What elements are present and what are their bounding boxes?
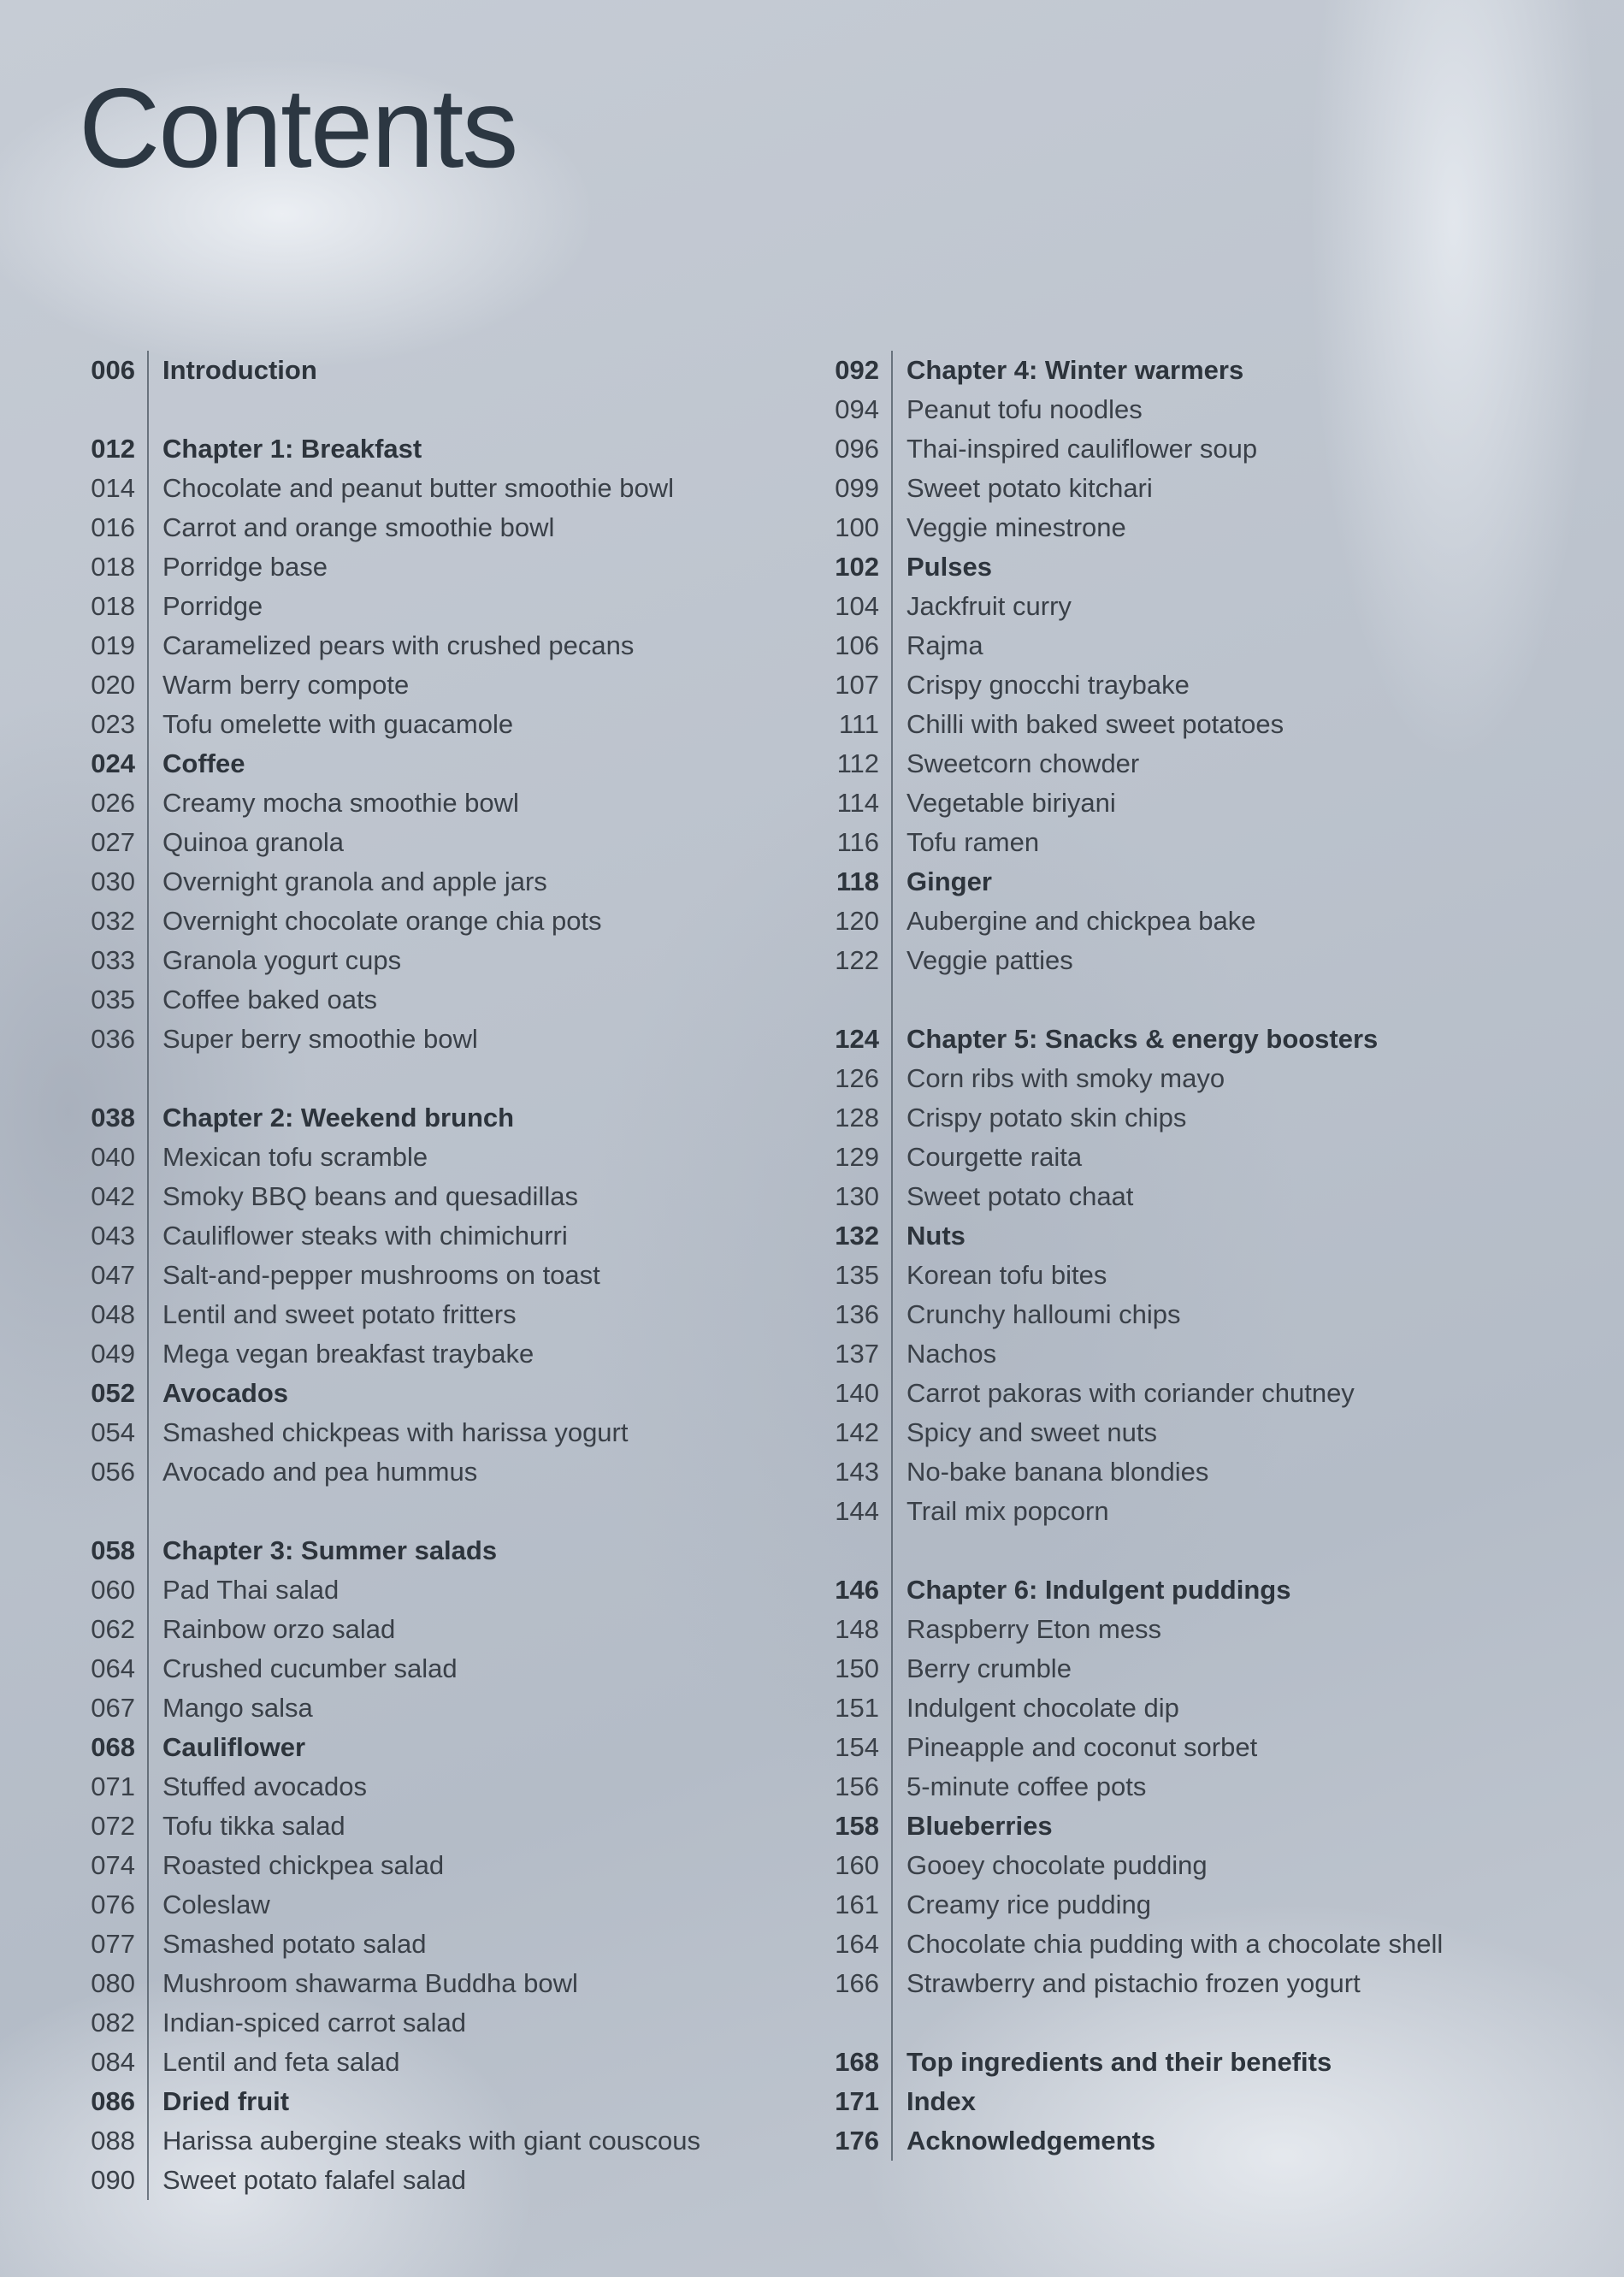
toc-entry — [823, 705, 1558, 744]
toc-entry-title: Super berry smoothie bowl — [162, 1024, 478, 1054]
toc-page-number: 126 — [835, 1063, 879, 1093]
toc-entry-title: Index — [906, 2086, 976, 2116]
toc-page-number: 168 — [835, 2047, 879, 2077]
toc-entry-title: Mushroom shawarma Buddha bowl — [162, 1968, 578, 1998]
toc-entry-title: Sweetcorn chowder — [906, 748, 1140, 778]
toc-entry — [823, 1452, 1558, 1492]
toc-entry-title: Creamy rice pudding — [906, 1890, 1152, 1919]
toc-entry — [823, 1925, 1558, 1964]
toc-page-number: 090 — [91, 2165, 135, 2195]
toc-heading-entry — [79, 351, 814, 390]
toc-entry — [79, 1413, 814, 1452]
toc-entry — [823, 1728, 1558, 1767]
toc-entry-title: Pad Thai salad — [162, 1575, 340, 1605]
toc-entry-title: Carrot pakoras with coriander chutney — [906, 1378, 1355, 1408]
toc-page-number: 080 — [91, 1968, 135, 1998]
toc-entry — [823, 1177, 1558, 1216]
toc-entry-title: Chocolate chia pudding with a chocolate shell — [906, 1929, 1444, 1959]
toc-entry — [823, 784, 1558, 823]
toc-entry-title: Lentil and feta salad — [162, 2047, 400, 2077]
toc-page-number: 116 — [836, 827, 879, 857]
toc-entry-title: Salt-and-pepper mushrooms on toast — [162, 1260, 600, 1290]
toc-entry — [823, 665, 1558, 705]
toc-page-number: 088 — [91, 2126, 135, 2156]
toc-entry — [79, 1610, 814, 1649]
toc-page-number: 094 — [835, 394, 879, 424]
toc-entry — [79, 1885, 814, 1925]
toc-page-number: 030 — [91, 866, 135, 896]
toc-entry-title: Chilli with baked sweet potatoes — [906, 709, 1284, 739]
toc-page-number: 016 — [91, 512, 135, 542]
toc-page-number: 019 — [91, 630, 135, 660]
toc-entry-title: Carrot and orange smoothie bowl — [162, 512, 555, 542]
toc-page-number: 111 — [838, 709, 879, 739]
toc-entry — [79, 823, 814, 862]
toc-entry-title: Dried fruit — [162, 2086, 290, 2116]
toc-page-number: 136 — [835, 1299, 879, 1329]
toc-entry-title: Courgette raita — [906, 1142, 1083, 1172]
toc-page-number: 161 — [835, 1890, 879, 1919]
toc-page-number: 124 — [835, 1024, 879, 1054]
toc-entry-title: Veggie patties — [906, 945, 1073, 975]
toc-page-number: 146 — [835, 1575, 879, 1605]
toc-heading-entry — [79, 1531, 814, 1570]
toc-entry — [823, 469, 1558, 508]
toc-entry — [823, 1964, 1558, 2003]
toc-page-number: 024 — [91, 748, 135, 778]
toc-entry — [79, 665, 814, 705]
toc-entry-title: Introduction — [162, 355, 317, 385]
toc-entry — [79, 2043, 814, 2082]
toc-page-number: 176 — [835, 2126, 879, 2156]
toc-entry — [79, 1295, 814, 1334]
toc-entry — [79, 980, 814, 1020]
toc-entry — [79, 1177, 814, 1216]
toc-heading-entry — [79, 1374, 814, 1413]
toc-page-number: 014 — [91, 473, 135, 503]
toc-page-number: 071 — [91, 1771, 135, 1801]
toc-entry — [79, 1216, 814, 1256]
toc-entry — [823, 1256, 1558, 1295]
toc-entry — [823, 508, 1558, 547]
toc-page-number: 137 — [835, 1339, 879, 1369]
toc-page-number: 064 — [91, 1653, 135, 1683]
toc-page-number: 129 — [835, 1142, 879, 1172]
toc-entry-title: Peanut tofu noodles — [906, 394, 1143, 424]
toc-entry — [823, 1138, 1558, 1177]
toc-page-number: 096 — [835, 434, 879, 464]
toc-page-number: 160 — [835, 1850, 879, 1880]
toc-entry-title: Rajma — [906, 630, 983, 660]
column-divider-right — [891, 351, 893, 2161]
toc-entry — [823, 1649, 1558, 1689]
toc-heading-entry — [823, 1570, 1558, 1610]
toc-page-number: 006 — [91, 355, 135, 385]
toc-entry-title: Caramelized pears with crushed pecans — [162, 630, 635, 660]
toc-page-number: 023 — [91, 709, 135, 739]
toc-spacer — [79, 1492, 814, 1531]
toc-page-number: 106 — [835, 630, 879, 660]
toc-page-number: 082 — [91, 2008, 135, 2037]
toc-page-number: 130 — [835, 1181, 879, 1211]
toc-entry-title: Sweet potato chaat — [906, 1181, 1134, 1211]
toc-entry-title: Tofu tikka salad — [162, 1811, 345, 1841]
toc-page-number: 048 — [91, 1299, 135, 1329]
toc-entry — [79, 784, 814, 823]
toc-page-number: 122 — [835, 945, 879, 975]
toc-page-number: 074 — [91, 1850, 135, 1880]
toc-entry — [79, 2003, 814, 2043]
toc-entry — [823, 1059, 1558, 1098]
toc-entry-title: Harissa aubergine steaks with giant couscous — [162, 2126, 700, 2156]
toc-entry — [79, 508, 814, 547]
toc-entry — [823, 429, 1558, 469]
toc-entry — [79, 902, 814, 941]
toc-entry — [79, 626, 814, 665]
toc-page-number: 032 — [91, 906, 135, 936]
toc-column-left — [79, 351, 814, 2200]
toc-entry-title: Creamy mocha smoothie bowl — [162, 788, 519, 818]
toc-entry-title: Rainbow orzo salad — [162, 1614, 396, 1644]
toc-page-number: 128 — [835, 1103, 879, 1133]
toc-entry-title: Chapter 6: Indulgent puddings — [906, 1575, 1291, 1605]
toc-page-number: 038 — [91, 1103, 135, 1133]
toc-page-number: 033 — [91, 945, 135, 975]
toc-entry-title: 5-minute coffee pots — [906, 1771, 1147, 1801]
toc-page-number: 060 — [91, 1575, 135, 1605]
toc-entry-title: Cauliflower steaks with chimichurri — [162, 1221, 568, 1251]
toc-spacer — [823, 1531, 1558, 1570]
toc-entry — [79, 2121, 814, 2161]
toc-page-number: 158 — [835, 1811, 879, 1841]
toc-entry-title: Crispy potato skin chips — [906, 1103, 1187, 1133]
toc-entry-title: Cauliflower — [162, 1732, 306, 1762]
toc-page-number: 164 — [835, 1929, 879, 1959]
toc-page-number: 114 — [836, 788, 879, 818]
toc-page-number: 054 — [91, 1417, 135, 1447]
toc-entry-title: Blueberries — [906, 1811, 1053, 1841]
toc-entry-title: Crushed cucumber salad — [162, 1653, 458, 1683]
toc-page-number: 118 — [836, 866, 879, 896]
toc-entry — [79, 587, 814, 626]
toc-spacer — [823, 2003, 1558, 2043]
toc-heading-entry — [823, 1807, 1558, 1846]
toc-entry — [79, 547, 814, 587]
toc-heading-entry — [79, 1098, 814, 1138]
toc-entry — [823, 1610, 1558, 1649]
toc-entry-title: Trail mix popcorn — [906, 1496, 1109, 1526]
toc-entry-title: Pineapple and coconut sorbet — [906, 1732, 1258, 1762]
toc-entry-title: Quinoa granola — [162, 827, 344, 857]
toc-entry — [823, 941, 1558, 980]
toc-entry-title: Aubergine and chickpea bake — [906, 906, 1256, 936]
toc-page-number: 018 — [91, 591, 135, 621]
toc-entry-title: Crispy gnocchi traybake — [906, 670, 1190, 700]
toc-entry-title: Top ingredients and their benefits — [906, 2047, 1332, 2077]
toc-entry — [823, 1295, 1558, 1334]
toc-page-number: 084 — [91, 2047, 135, 2077]
toc-page-number: 076 — [91, 1890, 135, 1919]
toc-entry-title: Coffee baked oats — [162, 985, 378, 1014]
toc-entry — [79, 1807, 814, 1846]
toc-entry-title: Acknowledgements — [906, 2126, 1156, 2156]
toc-page-number: 035 — [91, 985, 135, 1014]
toc-page-number: 143 — [835, 1457, 879, 1487]
toc-page-number: 058 — [91, 1535, 135, 1565]
toc-page-number: 068 — [91, 1732, 135, 1762]
toc-entry-title: Jackfruit curry — [906, 591, 1072, 621]
toc-heading-entry — [823, 2121, 1558, 2161]
toc-entry-title: Granola yogurt cups — [162, 945, 402, 975]
toc-entry-title: Chocolate and peanut butter smoothie bowl — [162, 473, 675, 503]
toc-heading-entry — [79, 1728, 814, 1767]
toc-entry — [79, 1964, 814, 2003]
toc-entry — [79, 941, 814, 980]
toc-entry-title: Tofu ramen — [906, 827, 1040, 857]
toc-page-number: 154 — [835, 1732, 879, 1762]
toc-entry-title: Overnight chocolate orange chia pots — [162, 906, 602, 936]
toc-page-number: 043 — [91, 1221, 135, 1251]
toc-entry-title: Chapter 2: Weekend brunch — [162, 1103, 515, 1133]
toc-entry — [79, 1334, 814, 1374]
toc-entry — [79, 1649, 814, 1689]
toc-page-number: 018 — [91, 552, 135, 582]
toc-entry — [79, 1452, 814, 1492]
toc-page-number: 120 — [835, 906, 879, 936]
toc-entry — [823, 626, 1558, 665]
toc-entry-title: Chapter 5: Snacks & energy boosters — [906, 1024, 1379, 1054]
toc-page-number: 027 — [91, 827, 135, 857]
toc-entry — [823, 1334, 1558, 1374]
toc-heading-entry — [823, 1020, 1558, 1059]
toc-entry-title: Sweet potato kitchari — [906, 473, 1153, 503]
toc-page-number: 148 — [835, 1614, 879, 1644]
toc-page-number: 072 — [91, 1811, 135, 1841]
toc-page-number: 132 — [835, 1221, 879, 1251]
toc-entry-title: Pulses — [906, 552, 992, 582]
toc-entry — [79, 1689, 814, 1728]
toc-entry — [79, 862, 814, 902]
toc-entry — [823, 1846, 1558, 1885]
toc-page-number: 144 — [835, 1496, 879, 1526]
toc-entry — [823, 390, 1558, 429]
toc-heading-entry — [823, 862, 1558, 902]
toc-entry-title: Korean tofu bites — [906, 1260, 1107, 1290]
toc-entry — [79, 1256, 814, 1295]
toc-column-right — [823, 351, 1558, 2161]
toc-entry-title: Indian-spiced carrot salad — [162, 2008, 466, 2037]
toc-entry-title: Chapter 3: Summer salads — [162, 1535, 498, 1565]
toc-entry-title: Nachos — [906, 1339, 997, 1369]
toc-entry-title: Vegetable biriyani — [906, 788, 1116, 818]
toc-page-number: 077 — [91, 1929, 135, 1959]
toc-entry-title: Porridge base — [162, 552, 328, 582]
toc-entry — [823, 1098, 1558, 1138]
toc-page-number: 102 — [835, 552, 879, 582]
toc-entry — [79, 1570, 814, 1610]
page-title: Contents — [79, 65, 517, 191]
toc-entry-title: Crunchy halloumi chips — [906, 1299, 1181, 1329]
toc-page-number: 052 — [91, 1378, 135, 1408]
toc-page-number: 040 — [91, 1142, 135, 1172]
toc-entry — [823, 744, 1558, 784]
toc-entry-title: Chapter 1: Breakfast — [162, 434, 422, 464]
toc-page-number: 067 — [91, 1693, 135, 1723]
toc-entry-title: Corn ribs with smoky mayo — [906, 1063, 1225, 1093]
toc-page-number: 142 — [835, 1417, 879, 1447]
toc-entry — [79, 1138, 814, 1177]
toc-entry — [79, 705, 814, 744]
toc-entry-title: Veggie minestrone — [906, 512, 1126, 542]
toc-page-number: 062 — [91, 1614, 135, 1644]
toc-entry — [79, 1767, 814, 1807]
toc-entry — [823, 1885, 1558, 1925]
toc-entry-title: Smashed potato salad — [162, 1929, 427, 1959]
toc-entry-title: Lentil and sweet potato fritters — [162, 1299, 517, 1329]
toc-entry — [823, 1413, 1558, 1452]
toc-entry — [823, 1492, 1558, 1531]
toc-page-number: 107 — [835, 670, 879, 700]
toc-entry-title: Indulgent chocolate dip — [906, 1693, 1179, 1723]
toc-page-number: 020 — [91, 670, 135, 700]
toc-entry — [79, 1020, 814, 1059]
toc-page-number: 049 — [91, 1339, 135, 1369]
toc-heading-entry — [823, 2082, 1558, 2121]
toc-page-number: 047 — [91, 1260, 135, 1290]
toc-heading-entry — [79, 2082, 814, 2121]
toc-entry — [823, 823, 1558, 862]
toc-entry-title: Nuts — [906, 1221, 966, 1251]
toc-entry-title: Porridge — [162, 591, 263, 621]
toc-entry-title: Avocado and pea hummus — [162, 1457, 478, 1487]
toc-page-number: 042 — [91, 1181, 135, 1211]
toc-entry-title: Gooey chocolate pudding — [906, 1850, 1208, 1880]
toc-page-number: 012 — [91, 434, 135, 464]
toc-entry — [79, 1846, 814, 1885]
toc-page-number: 104 — [835, 591, 879, 621]
toc-page-number: 140 — [835, 1378, 879, 1408]
toc-page-number: 156 — [835, 1771, 879, 1801]
toc-heading-entry — [823, 1216, 1558, 1256]
toc-entry-title: Smashed chickpeas with harissa yogurt — [162, 1417, 629, 1447]
toc-entry-title: Stuffed avocados — [162, 1771, 367, 1801]
toc-spacer — [79, 1059, 814, 1098]
toc-entry-title: Coleslaw — [162, 1890, 270, 1919]
toc-entry-title: Smoky BBQ beans and quesadillas — [162, 1181, 578, 1211]
toc-entry-title: Mega vegan breakfast traybake — [162, 1339, 534, 1369]
toc-page-number: 171 — [835, 2086, 879, 2116]
toc-heading-entry — [823, 351, 1558, 390]
toc-page-number: 166 — [835, 1968, 879, 1998]
toc-page-number: 036 — [91, 1024, 135, 1054]
toc-entry-title: Thai-inspired cauliflower soup — [906, 434, 1258, 464]
toc-entry-title: Warm berry compote — [162, 670, 410, 700]
toc-entry — [79, 1925, 814, 1964]
toc-page-number: 151 — [835, 1693, 879, 1723]
toc-entry — [823, 587, 1558, 626]
toc-page-number: 086 — [91, 2086, 135, 2116]
toc-heading-entry — [823, 547, 1558, 587]
toc-entry-title: Chapter 4: Winter warmers — [906, 355, 1244, 385]
toc-entry-title: Mango salsa — [162, 1693, 313, 1723]
toc-page-number: 026 — [91, 788, 135, 818]
toc-entry-title: Avocados — [162, 1378, 289, 1408]
toc-entry — [79, 2161, 814, 2200]
toc-spacer — [823, 980, 1558, 1020]
toc-entry — [823, 1689, 1558, 1728]
toc-spacer — [79, 390, 814, 429]
toc-page-number: 135 — [835, 1260, 879, 1290]
toc-entry-title: Mexican tofu scramble — [162, 1142, 428, 1172]
toc-page-number: 056 — [91, 1457, 135, 1487]
column-divider-left — [147, 351, 149, 2200]
toc-page-number: 100 — [835, 512, 879, 542]
toc-heading-entry — [823, 2043, 1558, 2082]
toc-page-number: 150 — [835, 1653, 879, 1683]
toc-entry-title: Strawberry and pistachio frozen yogurt — [906, 1968, 1361, 1998]
toc-page-number: 099 — [835, 473, 879, 503]
toc-entry-title: Coffee — [162, 748, 245, 778]
toc-entry — [823, 1767, 1558, 1807]
toc-heading-entry — [79, 744, 814, 784]
toc-heading-entry — [79, 429, 814, 469]
toc-entry-title: Roasted chickpea salad — [162, 1850, 445, 1880]
toc-page-number: 112 — [836, 748, 879, 778]
toc-entry-title: Sweet potato falafel salad — [162, 2165, 467, 2195]
toc-entry-title: Ginger — [906, 866, 992, 896]
toc-entry — [823, 1374, 1558, 1413]
toc-entry — [823, 902, 1558, 941]
toc-page-number: 092 — [835, 355, 879, 385]
toc-entry-title: Raspberry Eton mess — [906, 1614, 1162, 1644]
toc-entry-title: Berry crumble — [906, 1653, 1072, 1683]
toc-entry-title: Spicy and sweet nuts — [906, 1417, 1157, 1447]
toc-entry-title: No-bake banana blondies — [906, 1457, 1209, 1487]
toc-entry — [79, 469, 814, 508]
toc-entry-title: Overnight granola and apple jars — [162, 866, 547, 896]
toc-entry-title: Tofu omelette with guacamole — [162, 709, 514, 739]
